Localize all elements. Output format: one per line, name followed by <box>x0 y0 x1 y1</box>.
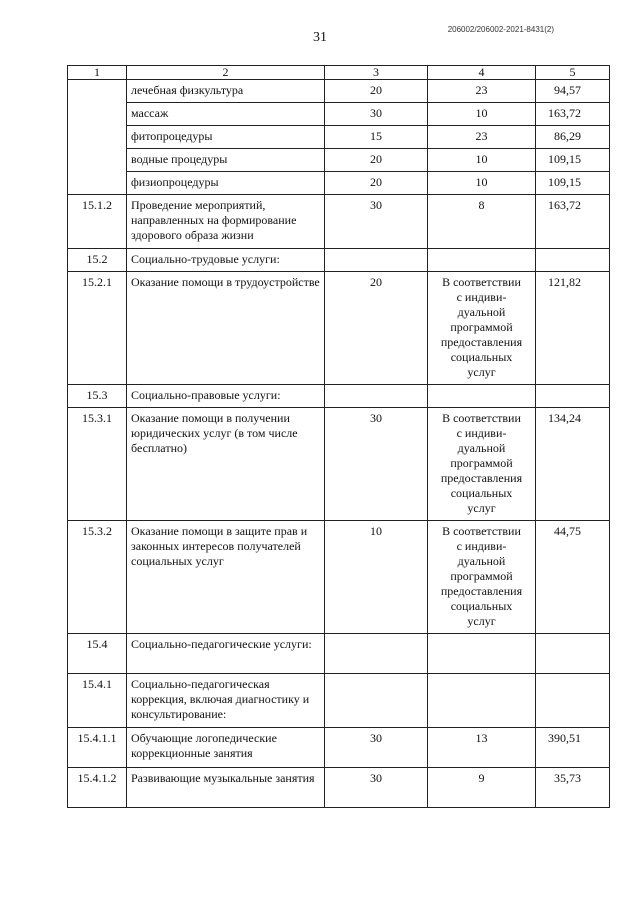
table-cell-c3 <box>325 249 428 272</box>
table-cell-c1 <box>68 80 127 195</box>
table-cell-c1: 15.2.1 <box>68 272 127 385</box>
services-table <box>67 65 610 808</box>
table-cell-c3: 20 <box>325 172 428 195</box>
table-cell-c2: Социально-педагогические услуги: <box>127 634 325 674</box>
table-cell-c2: Социально-трудовые услуги: <box>127 249 325 272</box>
table-cell-c2: Оказание помощи в трудоустройстве <box>127 272 325 385</box>
column-header-4: 4 <box>428 66 536 80</box>
table-cell-c5: 134,24 <box>536 408 610 521</box>
table-cell-c2: Оказание помощи в получении юридических услуг (в том числе бесплатно) <box>127 408 325 521</box>
services-table-body <box>68 66 610 808</box>
table-row <box>68 674 610 728</box>
table-cell-c4 <box>428 385 536 408</box>
table-cell-c5: 163,72 <box>536 103 610 126</box>
table-cell-c2: Социально-педагогическая коррекция, включая диагностику и консультирование: <box>127 674 325 728</box>
table-cell-c5 <box>536 634 610 674</box>
table-cell-c4 <box>428 521 536 634</box>
cell-text: 8 <box>478 198 485 212</box>
cell-text: 10 <box>475 175 488 189</box>
table-cell-c5: 44,75 <box>536 521 610 634</box>
table-cell-c2: Оказание помощи в защите прав и законных интересов получателей социальных услуг <box>127 521 325 634</box>
cell-text: 9 <box>478 771 485 785</box>
table-cell-c3 <box>325 674 428 728</box>
table-cell-c4 <box>428 408 536 521</box>
table-cell-c4 <box>428 149 536 172</box>
table-cell-c2: Обучающие логопедические коррекционные занятия <box>127 728 325 768</box>
table-cell-c1: 15.4 <box>68 634 127 674</box>
table-cell-c5: 35,73 <box>536 768 610 808</box>
table-cell-c5 <box>536 249 610 272</box>
table-cell-c4 <box>428 768 536 808</box>
table-cell-c2: водные процедуры <box>127 149 325 172</box>
document-code: 206002/206002-2021-8431(2) <box>447 25 554 34</box>
table-cell-c4 <box>428 728 536 768</box>
table-cell-c1: 15.4.1.2 <box>68 768 127 808</box>
column-header-2: 2 <box>127 66 325 80</box>
cell-text: 10 <box>475 152 488 166</box>
table-row <box>68 521 610 634</box>
table-cell-c4 <box>428 674 536 728</box>
table-cell-c3: 20 <box>325 272 428 385</box>
table-cell-c1: 15.1.2 <box>68 195 127 249</box>
table-cell-c3: 20 <box>325 149 428 172</box>
cell-text: В соответствии с индиви- дуальной программой предоставления социальных услуг <box>440 524 523 628</box>
table-cell-c1: 15.3.1 <box>68 408 127 521</box>
table-cell-c2: Социально-правовые услуги: <box>127 385 325 408</box>
cell-text: 10 <box>475 106 488 120</box>
table-cell-c3: 20 <box>325 80 428 103</box>
cell-text: 23 <box>475 83 488 97</box>
table-cell-c3: 10 <box>325 521 428 634</box>
table-row <box>68 408 610 521</box>
table-cell-c3: 30 <box>325 728 428 768</box>
table-cell-c4 <box>428 272 536 385</box>
table-cell-c2: лечебная физкультура <box>127 80 325 103</box>
page-number: 31 <box>313 30 327 45</box>
table-row <box>68 172 610 195</box>
table-cell-c5 <box>536 385 610 408</box>
table-cell-c2: массаж <box>127 103 325 126</box>
table-cell-c3 <box>325 385 428 408</box>
table-cell-c3: 30 <box>325 408 428 521</box>
table-cell-c1: 15.4.1.1 <box>68 728 127 768</box>
table-row <box>68 103 610 126</box>
table-cell-c3: 30 <box>325 768 428 808</box>
column-header-5: 5 <box>536 66 610 80</box>
table-cell-c5: 121,82 <box>536 272 610 385</box>
table-cell-c2: физиопроцедуры <box>127 172 325 195</box>
table-row <box>68 272 610 385</box>
table-row <box>68 249 610 272</box>
table-header-row <box>68 66 610 80</box>
table-cell-c2: фитопроцедуры <box>127 126 325 149</box>
table-row <box>68 728 610 768</box>
table-cell-c3: 30 <box>325 103 428 126</box>
table-cell-c4 <box>428 126 536 149</box>
table-row <box>68 195 610 249</box>
table-cell-c5: 94,57 <box>536 80 610 103</box>
column-header-3: 3 <box>325 66 428 80</box>
table-cell-c5: 390,51 <box>536 728 610 768</box>
table-cell-c4 <box>428 195 536 249</box>
table-row <box>68 80 610 103</box>
table-row <box>68 385 610 408</box>
table-cell-c1: 15.3.2 <box>68 521 127 634</box>
cell-text: В соответствии с индиви- дуальной программой предоставления социальных услуг <box>440 411 523 515</box>
cell-text: 23 <box>475 129 488 143</box>
table-cell-c1: 15.4.1 <box>68 674 127 728</box>
table-cell-c5: 109,15 <box>536 149 610 172</box>
table-cell-c4 <box>428 172 536 195</box>
table-row <box>68 768 610 808</box>
table-cell-c2: Проведение мероприятий, направленных на формирование здорового образа жизни <box>127 195 325 249</box>
table-cell-c1: 15.2 <box>68 249 127 272</box>
table-cell-c1: 15.3 <box>68 385 127 408</box>
table-cell-c3: 30 <box>325 195 428 249</box>
table-cell-c4 <box>428 103 536 126</box>
table-cell-c4 <box>428 80 536 103</box>
table-cell-c3: 15 <box>325 126 428 149</box>
cell-text: 13 <box>475 731 488 745</box>
table-cell-c3 <box>325 634 428 674</box>
table-row <box>68 126 610 149</box>
table-cell-c2: Развивающие музыкальные занятия <box>127 768 325 808</box>
table-cell-c5: 109,15 <box>536 172 610 195</box>
table-row <box>68 634 610 674</box>
cell-text: В соответствии с индиви- дуальной программой предоставления социальных услуг <box>440 275 523 379</box>
table-cell-c5 <box>536 674 610 728</box>
table-cell-c4 <box>428 249 536 272</box>
table-cell-c5: 163,72 <box>536 195 610 249</box>
table-cell-c4 <box>428 634 536 674</box>
table-cell-c5: 86,29 <box>536 126 610 149</box>
table-row <box>68 149 610 172</box>
column-header-1: 1 <box>68 66 127 80</box>
